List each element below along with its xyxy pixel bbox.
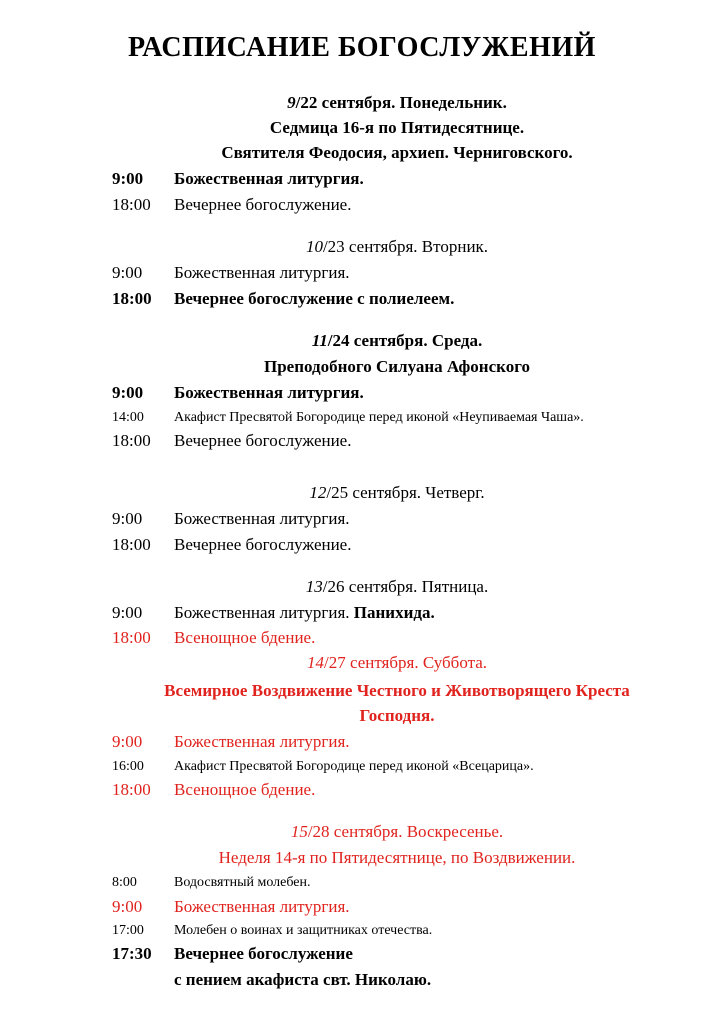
day-2-date: 10/23 сентября. Вторник. (305, 237, 489, 256)
day-4-date: 12/25 сентября. Четверг. (309, 483, 485, 502)
day-6-feast: Всемирное Воздвижение Честного и Животворящего Креста (164, 681, 630, 700)
day-5-date: 13/26 сентября. Пятница. (305, 577, 489, 596)
day-3-saint: Преподобного Силуана Афонского (264, 357, 530, 376)
day-3-date: 11/24 сентября. Среда. (311, 331, 483, 350)
day-6-date: 14/27 сентября. Суббота. (306, 653, 488, 672)
day-6-feast-cont: Господня. (359, 706, 435, 725)
day-1-date: 9/22 сентября. Понедельник. (287, 93, 507, 112)
day-7-date: 15/28 сентября. Воскресенье. (290, 822, 504, 841)
day-1-week: Седмица 16-я по Пятидесятнице. (269, 118, 525, 137)
day-1-saint: Святителя Феодосия, архиеп. Черниговского. (221, 143, 573, 162)
panikhida-label: Панихида. (353, 603, 435, 622)
day-7-week: Неделя 14-я по Пятидесятнице, по Воздвижении. (218, 848, 576, 867)
page-title: РАСПИСАНИЕ БОГОСЛУЖЕНИЙ (128, 32, 596, 63)
